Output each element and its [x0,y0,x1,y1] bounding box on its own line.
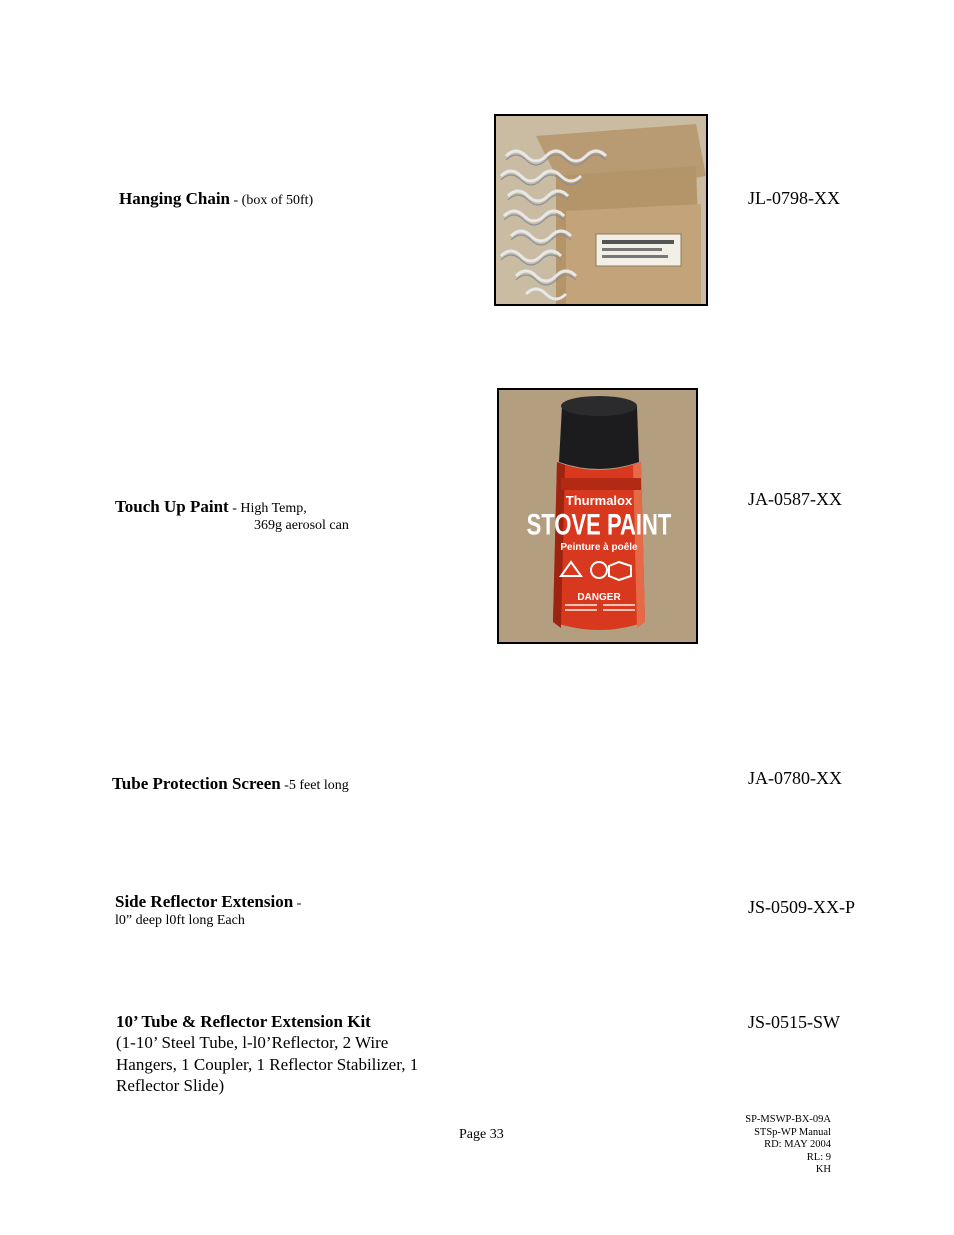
doc-line: SP-MSWP-BX-09A [745,1114,831,1125]
part-code: JS-0515-SW [748,1012,841,1032]
item-desc-line: (1-10’ Steel Tube, l-l0’Reflector, 2 Wire [116,1033,389,1052]
item-desc-line2: l0” deep l0ft long Each [115,913,245,928]
item-side-reflector-extension [115,892,301,912]
doc-line: RD: MAY 2004 [764,1139,831,1151]
item-touch-up-paint [115,497,307,517]
item-desc: -5 feet long [280,778,349,793]
item-title: Side Reflector Extension [115,892,294,911]
spray-can-illustration [499,390,696,642]
can-warning: DANGER [577,592,621,603]
item-desc-line: Hangers, 1 Coupler, 1 Reflector Stabilizer, 1 [116,1054,419,1074]
chain-box-illustration [496,116,706,304]
item-desc: - [293,896,302,911]
doc-line: KH [815,1164,831,1176]
item-title: Hanging Chain [119,189,231,208]
part-code: JA-0587-XX [748,489,842,509]
part-code: JL-0798-XX [748,188,840,208]
part-code: JA-0780-XX [748,768,842,788]
item-tube-protection-screen [112,774,349,794]
can-subtitle: Peinture à poêle [560,542,638,553]
doc-line: STSp-WP Manual [754,1126,831,1138]
item-title: Tube Protection Screen [112,774,281,793]
doc-line: RL: 9 [806,1151,831,1163]
item-desc: - High Temp, [228,501,307,516]
document-info [745,1114,831,1177]
item-desc: - (box of 50ft) [230,193,314,208]
part-code: JS-0509-XX-P [748,897,856,917]
item-hanging-chain [119,189,313,209]
item-desc-line2: 369g aerosol can [254,518,349,533]
can-title: STOVE PAINT [526,507,672,542]
page-number: Page 33 [459,1127,504,1142]
item-title: Touch Up Paint [115,497,229,516]
chain-box-photo-icon [494,114,708,306]
item-extension-kit [116,1012,476,1097]
item-desc-line: Reflector Slide) [116,1076,225,1095]
item-title: 10’ Tube & Reflector Extension Kit [116,1012,371,1031]
can-brand: Thurmalox [565,493,633,508]
spray-can-photo-icon [497,388,698,644]
